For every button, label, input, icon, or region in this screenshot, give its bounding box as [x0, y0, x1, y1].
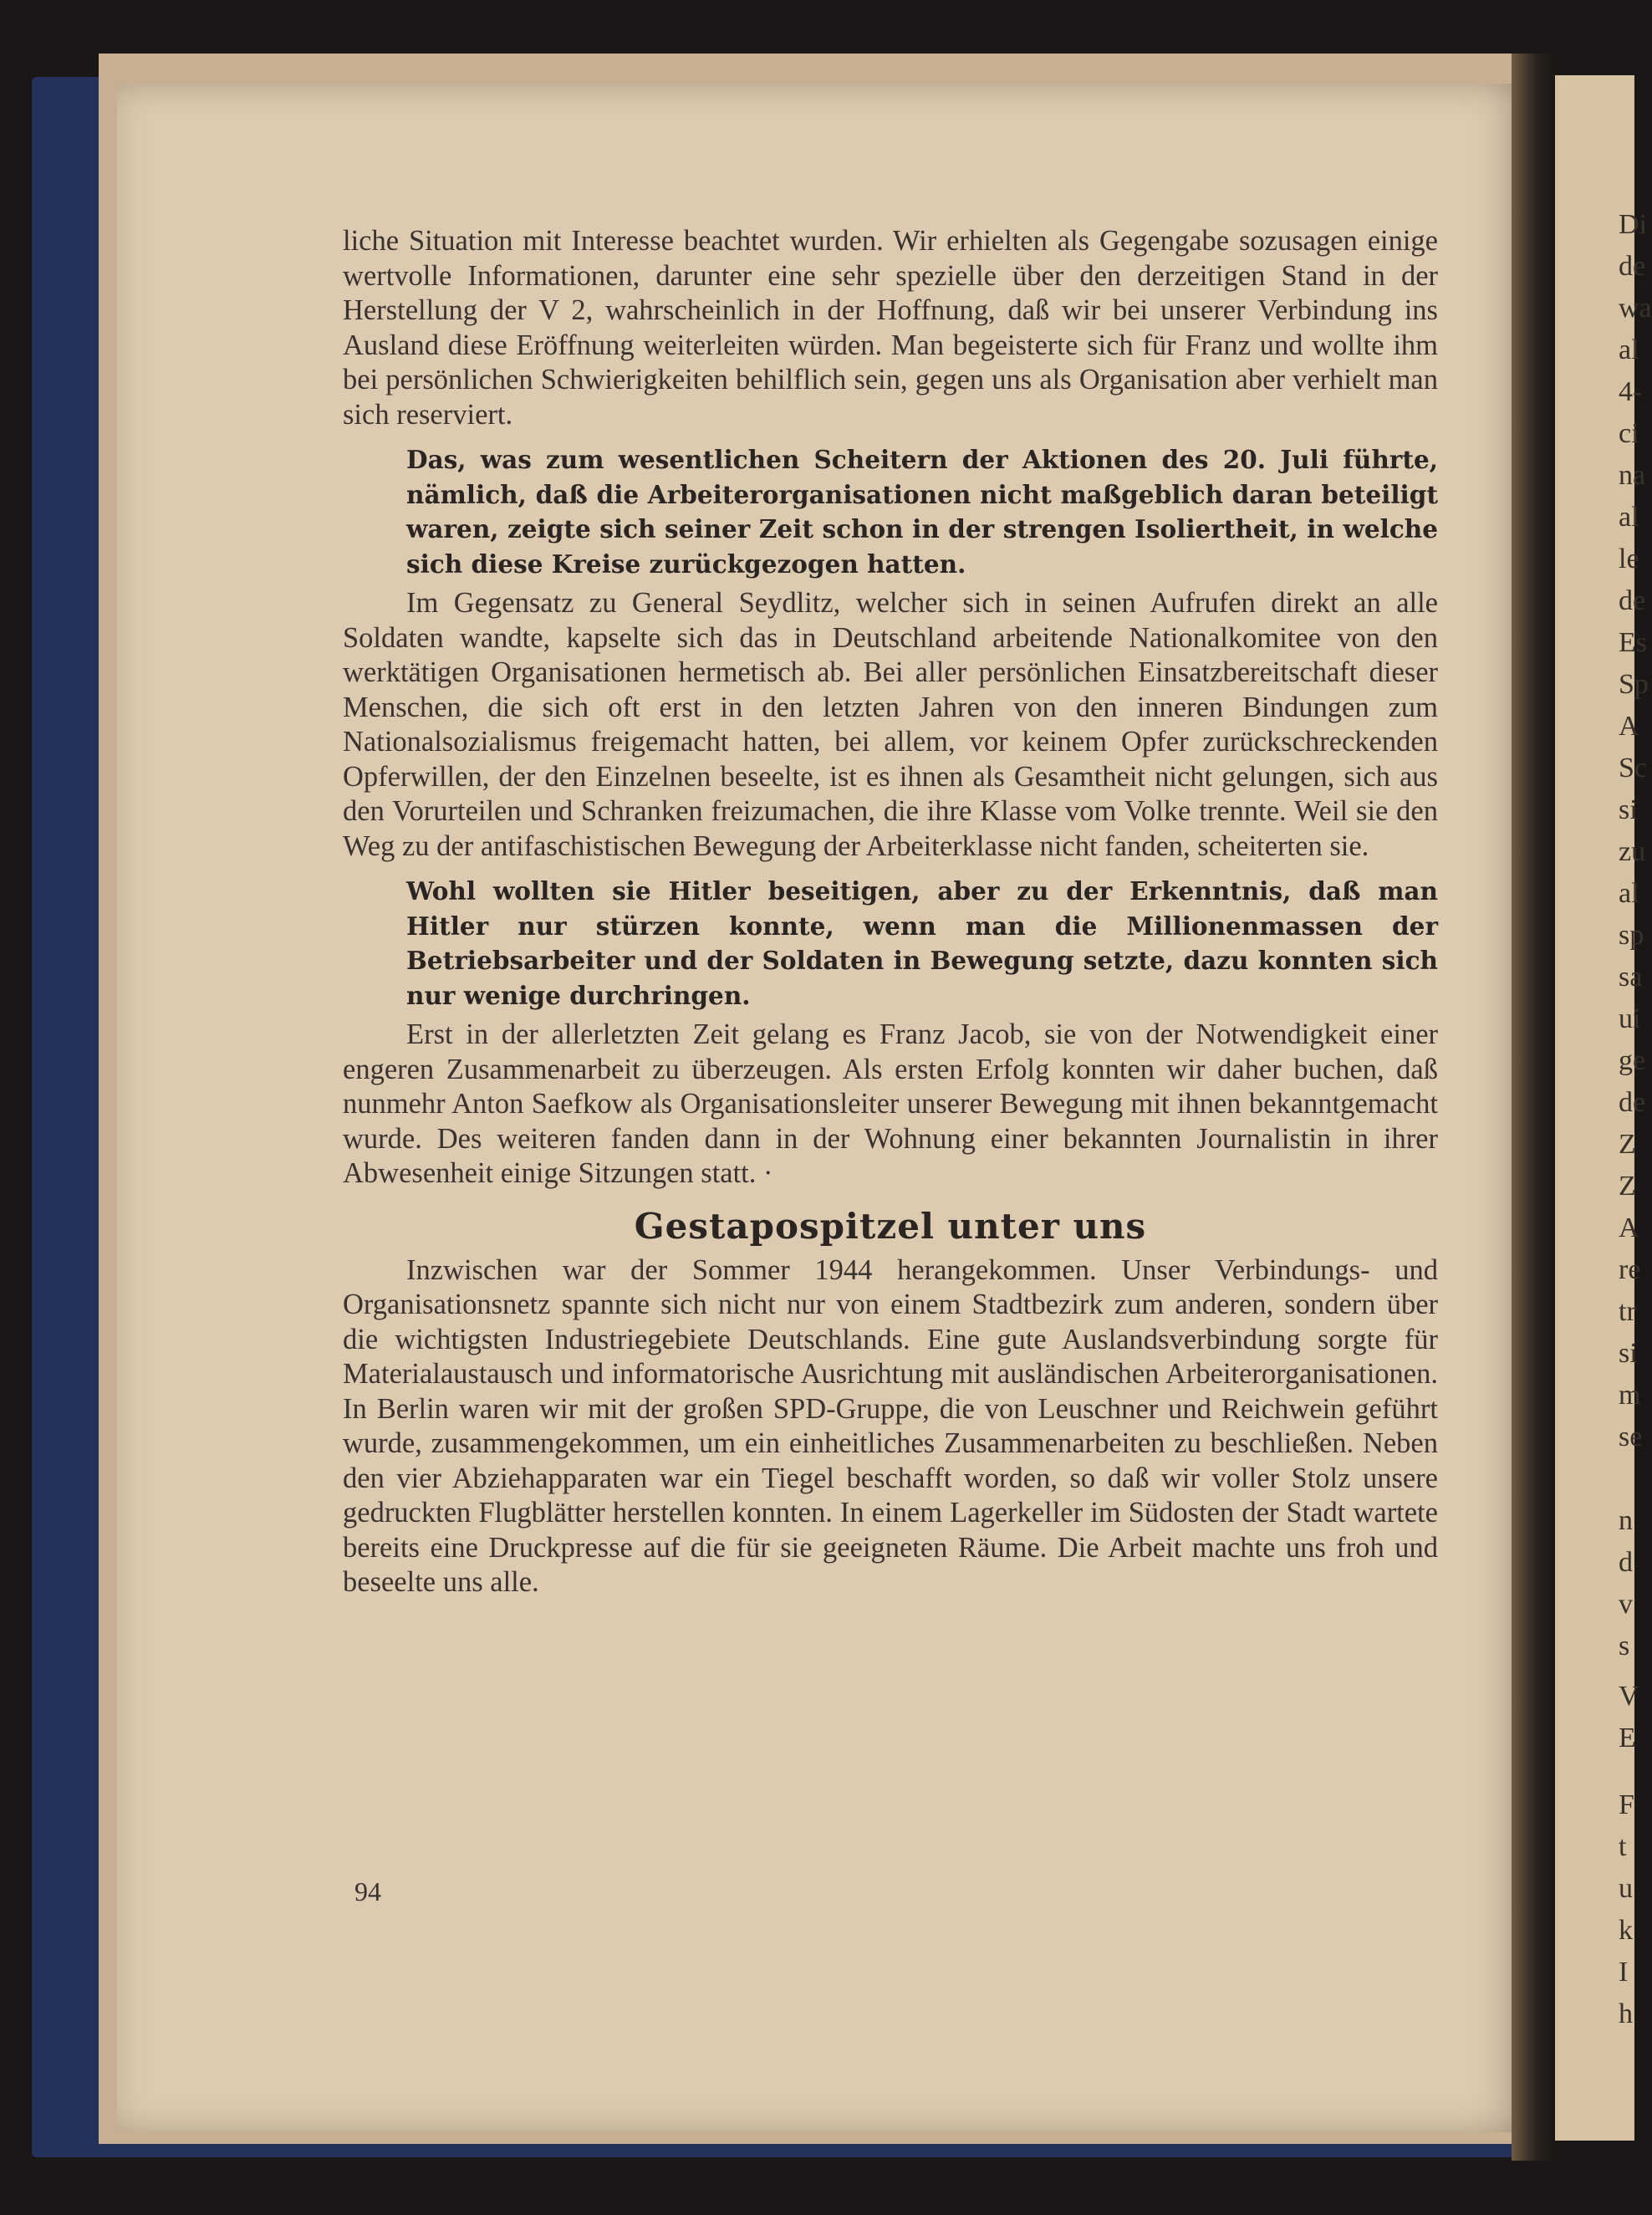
next-page-fragment: s [1619, 1631, 1630, 1661]
next-page-fragment: n [1619, 1505, 1633, 1536]
next-page-fragment: de [1619, 585, 1646, 616]
next-page-fragment: Sc [1619, 753, 1647, 783]
paragraph-3: Erst in der allerletzten Zeit gelang es Franz Jacob, sie von der Notwendigkeit einer engeren Zusammenarbeit zu überzeugen. Als ersten Erfolg konnten wir daher buchen, daß nunmehr Anton Saefkow als Organisationsleiter unserer Bewegung mit ihnen bekanntgemacht wurde. Des weiteren fanden dann in der Wohnung einer bekannten Journalistin in ihrer Abwesenheit einige Sitzungen statt. · [343, 1018, 1438, 1189]
book-gutter [1512, 54, 1555, 2161]
next-page-fragment: d [1619, 1547, 1633, 1578]
next-page-fragment: 4- [1619, 376, 1643, 407]
page-number: 94 [354, 1876, 381, 1906]
next-page-fragment: Es [1619, 627, 1647, 658]
next-page-fragment: wa [1619, 293, 1652, 324]
next-page-fragment: ge [1619, 1045, 1646, 1076]
next-page-fragment: si [1619, 1338, 1638, 1369]
bold-paragraph-2: Wohl wollten sie Hitler beseitigen, aber zu der Erkenntnis, daß man Hitler nur stürzen konnte, wenn man die Millionenmassen der Betriebsarbeiter und der Soldaten in Bewegung setzte, dazu konnten sich nur wenige durchringen. [406, 876, 1438, 1010]
next-page-fragment: u [1619, 1873, 1633, 1904]
next-page-fragment: Z [1619, 1129, 1636, 1160]
paragraph-2: Im Gegensatz zu General Seydlitz, welcher sich in seinen Aufrufen direkt an alle Soldaten wandte, kapselte sich das in Deutschland arbeitende Nationalkomitee von den werktätigen Organisationen hermetisch ab. Bei aller persönlichen Einsatzbereitschaft dieser Menschen, die sich oft erst in den letzten Jahren von den inneren Bindungen zum Nationalsozialismus freigemacht hatten, bei allem, vor keinem Opfer zurückschreckenden Opferwillen, der den Einzelnen beseelte, ist es ihnen als Gesamtheit nicht gelungen, sich aus den Vorurteilen und Schranken freizumachen, die ihre Klasse vom Volke trennte. Weil sie den Weg zu der antifaschistischen Bewegung der Arbeiterklasse nicht fanden, scheiterten sie. [343, 587, 1438, 862]
bold-paragraph-1: Das, was zum wesentlichen Scheitern der Aktionen des 20. Juli führte, nämlich, daß die Arbeiterorganisationen nicht maßgeblich daran beteiligt waren, zeigte sich seiner Zeit schon in der strengen Isoliertheit, in welche sich diese Kreise zurückgezogen hatten. [406, 445, 1438, 579]
next-page-fragment: t [1619, 1831, 1627, 1862]
next-page-fragment: I [1619, 1957, 1629, 1988]
next-page-fragment: si [1619, 794, 1638, 825]
next-page-fragment: Di [1619, 209, 1647, 240]
page-text [343, 224, 1438, 1600]
next-page-fragment: al [1619, 334, 1639, 365]
next-page-fragment: E [1619, 1722, 1636, 1753]
next-page-fragment: de [1619, 251, 1646, 282]
next-page-fragment: V [1619, 1681, 1639, 1712]
next-page-fragment: A [1619, 1212, 1639, 1243]
next-page-fragment: de [1619, 1087, 1646, 1118]
next-page-fragment: na [1619, 460, 1646, 491]
next-page-fragment: se [1619, 1421, 1643, 1452]
next-page-fragment: al [1619, 502, 1639, 533]
next-page-fragment: ui [1619, 1003, 1641, 1034]
next-page-fragment: zu [1619, 836, 1646, 867]
next-page-fragment: F [1619, 1789, 1634, 1820]
next-page-edge [1555, 75, 1652, 2141]
next-page-fragment: v [1619, 1589, 1633, 1620]
next-page-fragment: A [1619, 711, 1639, 742]
next-page-fragment: Z [1619, 1171, 1636, 1202]
next-page-fragment: tr [1619, 1296, 1636, 1327]
next-page-fragment: re [1619, 1254, 1641, 1285]
next-page-fragment: sp [1619, 920, 1644, 951]
paragraph-4: Inzwischen war der Sommer 1944 herangekommen. Unser Verbindungs- und Organisationsnetz spannte sich nicht nur von einem Stadtbezirk zum anderen, sondern über die wichtigsten Industriegebiete Deutschlands. Eine gute Auslandsverbindung sorgte für Materialaustausch und informatorische Ausrichtung mit ausländischen Arbeiterorganisationen. In Berlin waren wir mit der großen SPD-Gruppe, die von Leuschner und Reichwein geführt wurde, zusammengekommen, um ein einheitliches Zusammenarbeiten zu beschließen. Neben den vier Abziehapparaten war ein Tiegel beschafft worden, so daß wir voller Stolz unsere gedruckten Flugblätter herstellen konnten. In einem Lagerkeller im Südosten der Stadt wartete bereits eine Druckpresse auf die für sie geeigneten Räume. Die Arbeit machte uns froh und beseelte uns alle. [343, 1253, 1438, 1598]
next-page-fragment: ci [1619, 418, 1639, 449]
next-page-fragment: sa [1619, 962, 1643, 993]
paragraph-1: liche Situation mit Interesse beachtet wurden. Wir erhielten als Gegengabe sozusagen einige wertvolle Informationen, darunter eine sehr spezielle über den derzeitigen Stand in der Herstellung der V 2, wahrscheinlich in der Hoffnung, daß wir bei unserer Verbindung ins Ausland diese Eröffnung weiterleiten würden. Man begeisterte sich für Franz und wollte ihm bei persönlichen Schwierigkeiten behilflich sein, gegen uns als Organisation aber verhielt man sich reserviert. [343, 225, 1438, 431]
next-page-fragment: m [1619, 1380, 1641, 1411]
section-heading: Gestapospitzel unter uns [634, 1205, 1147, 1247]
next-page-fragment: k [1619, 1915, 1633, 1946]
next-page-fragment: h [1619, 1998, 1633, 2029]
next-page-fragment: Sp [1619, 669, 1649, 700]
next-page-fragment: le [1619, 544, 1639, 574]
next-page-fragment: al [1619, 878, 1639, 909]
